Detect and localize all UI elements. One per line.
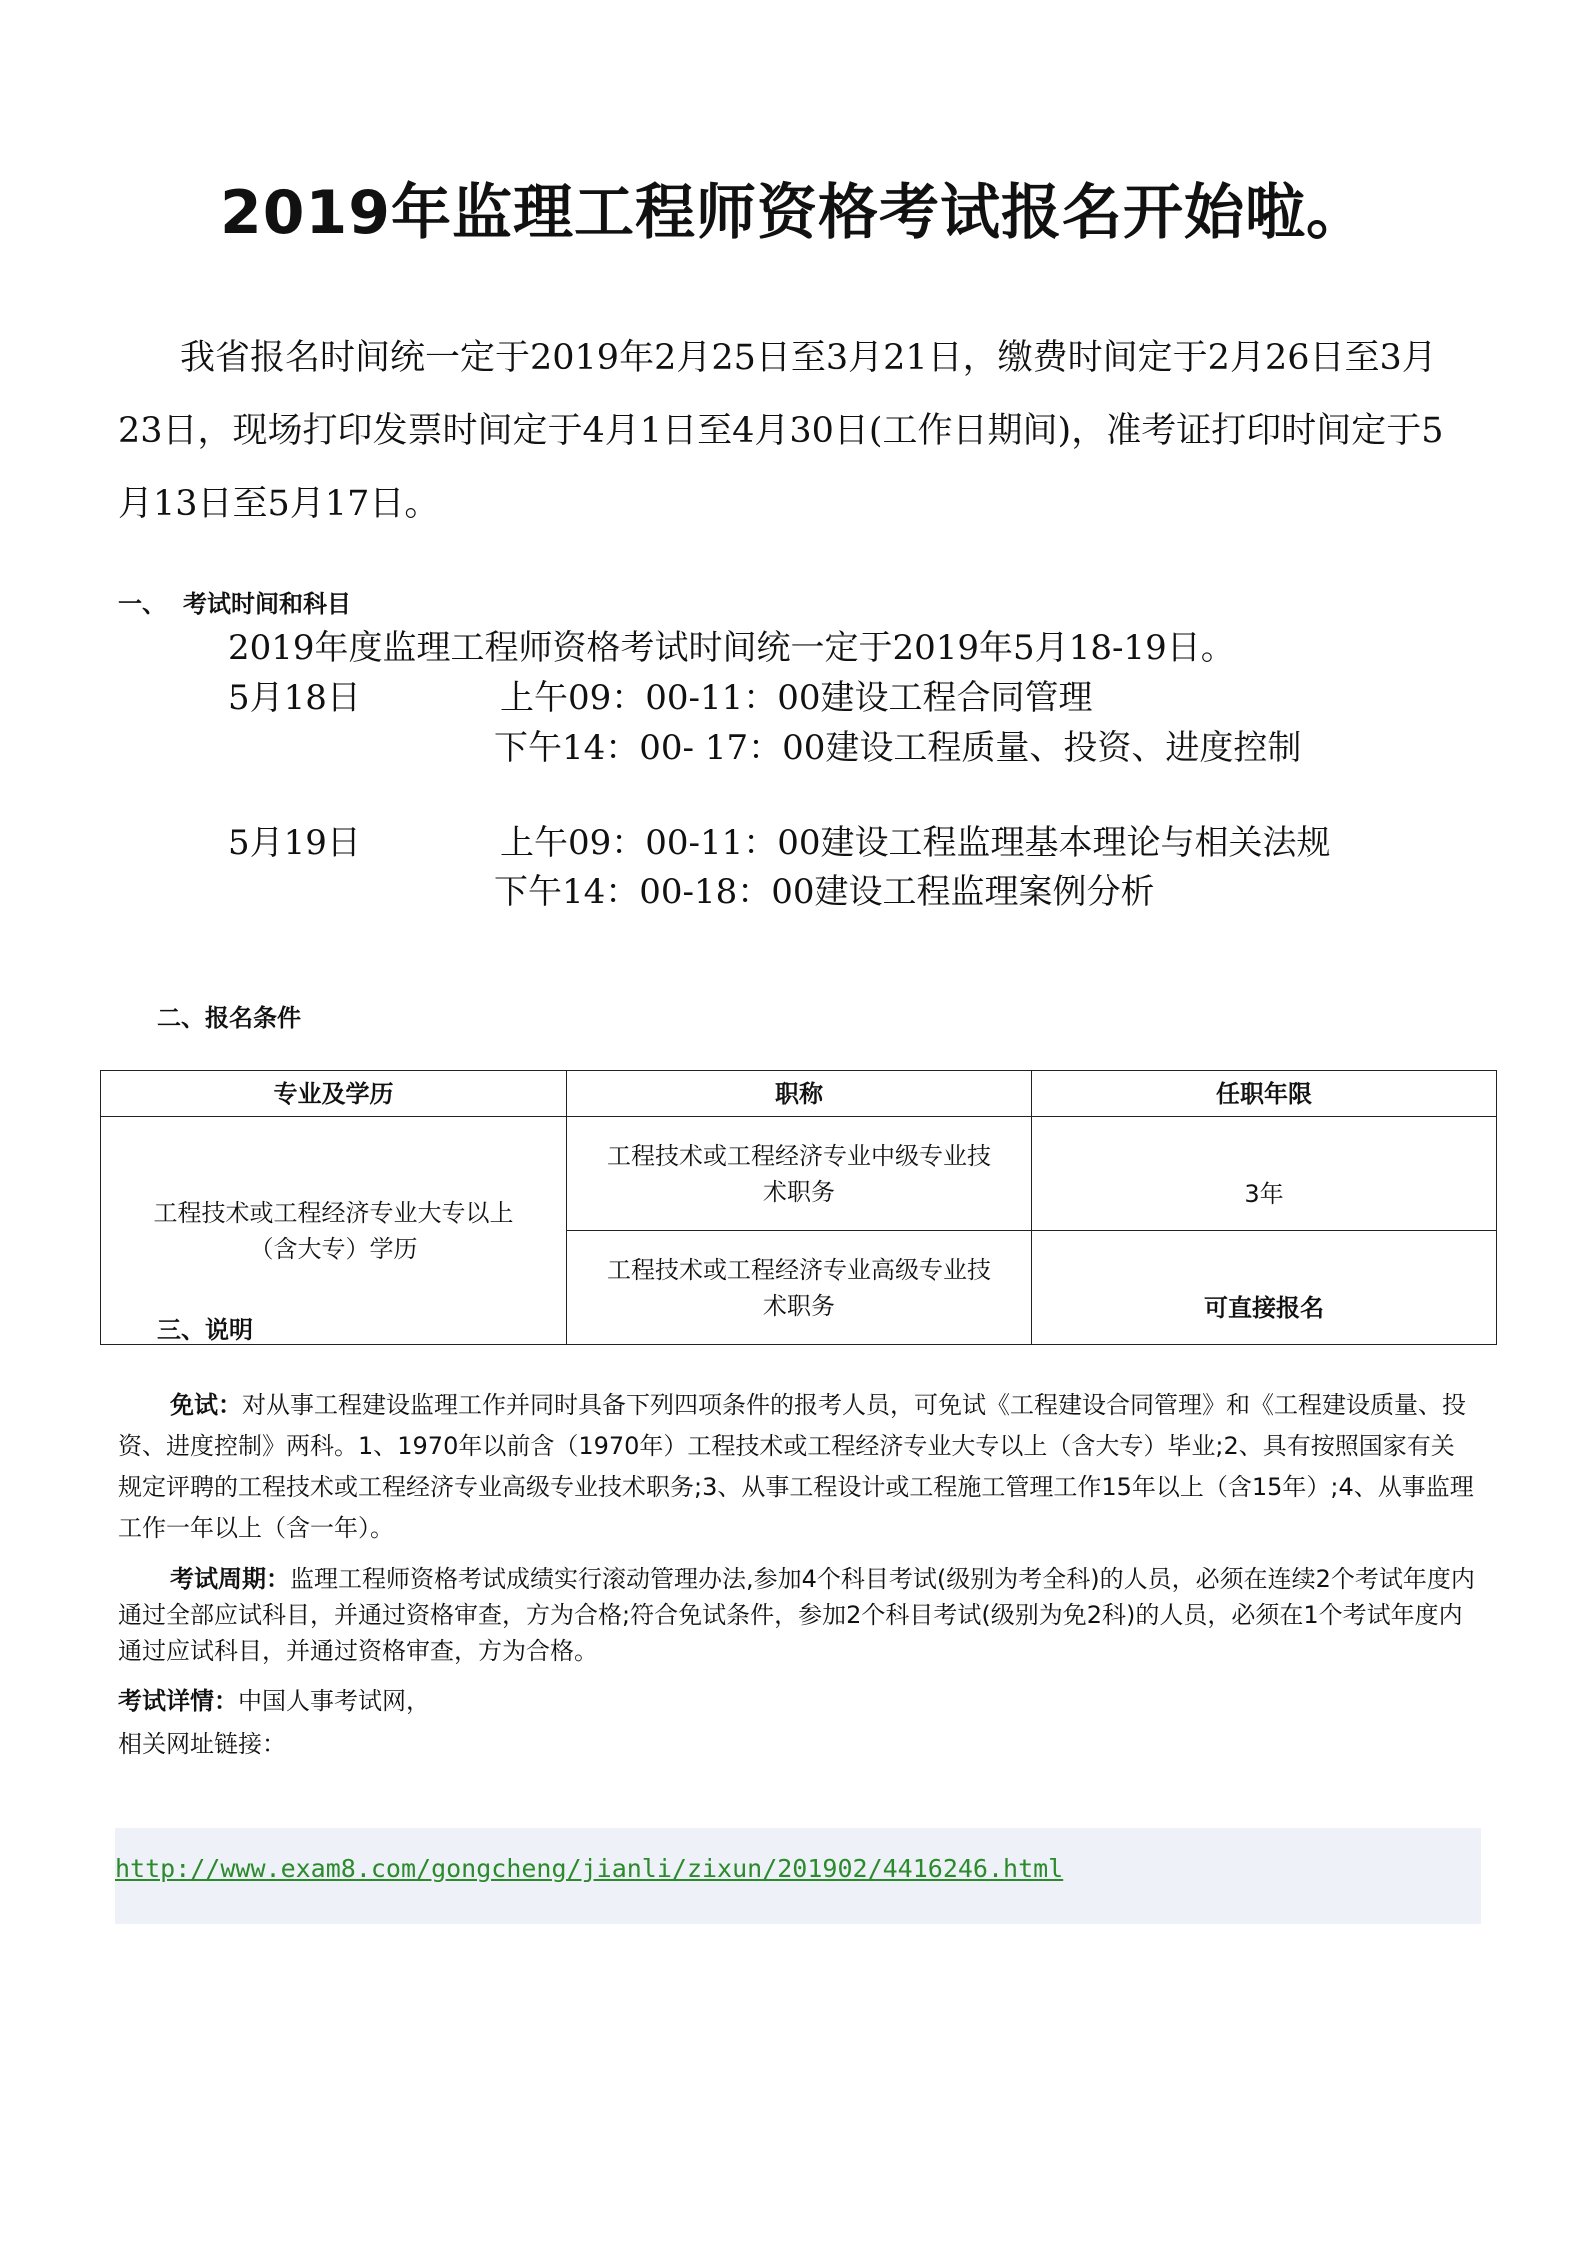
details-paragraph	[118, 1681, 1478, 1722]
exemption-text: 对从事工程建设监理工作并同时具备下列四项条件的报考人员，可免试《工程建设合同管理》和《工程建设质量、投资、进度控制》两科。1、1970年以前含（1970年）工程技术或工程经济专业大专以上（含大专）毕业;2、具有按照国家有关规定评聘的工程技术或工程经济专业高级专业技术职务;3、从事工程设计或工程施工管理工作15年以上（含15年）;4、从事监理工作一年以上（含一年）。	[118, 1391, 1474, 1542]
exam-summary: 2019年度监理工程师资格考试时间统一定于2019年5月18-19日。	[228, 628, 1235, 668]
cycle-paragraph	[118, 1561, 1478, 1669]
exam-url-link[interactable]: http://www.exam8.com/gongcheng/jianli/zixun/201902/4416246.html	[115, 1854, 1064, 1883]
exam-session-1-pm: 下午14：00- 17：00建设工程质量、投资、进度控制	[494, 728, 1302, 768]
section3-heading: 三、说明	[157, 1316, 253, 1344]
table-header-row	[101, 1071, 1497, 1117]
exemption-paragraph	[118, 1385, 1478, 1549]
table-header-years: 任职年限	[1032, 1071, 1497, 1117]
cycle-label: 考试周期：	[170, 1565, 290, 1593]
section1-heading: 考试时间和科目	[183, 590, 351, 618]
table-cell-years: 3年	[1032, 1117, 1497, 1231]
table-cell-title: 工程技术或工程经济专业中级专业技术职务	[567, 1117, 1032, 1231]
details-text: 中国人事考试网，	[238, 1687, 430, 1715]
cycle-text: 监理工程师资格考试成绩实行滚动管理办法,参加4个科目考试(级别为考全科)的人员，必须在连续2个考试年度内通过全部应试科目，并通过资格审查，方为合格;符合免试条件，参加2个科目考试(级别为免2科)的人员，必须在1个考试年度内通过应试科目，并通过资格审查，方为合格。	[118, 1565, 1475, 1665]
table-cell-years: 可直接报名	[1032, 1231, 1497, 1345]
details-label: 考试详情：	[118, 1687, 238, 1715]
table-header-education: 专业及学历	[101, 1071, 567, 1117]
intro-text: 我省报名时间统一定于2019年2月25日至3月21日，缴费时间定于2月26日至3月23日，现场打印发票时间定于4月1日至4月30日(工作日期间)，准考证打印时间定于5月13日至5月17日。	[118, 338, 1444, 524]
exam-session-1-am: 上午09：00-11：00建设工程合同管理	[500, 678, 1093, 718]
page-title: 2019年监理工程师资格考试报名开始啦。	[220, 178, 1367, 248]
table-header-title: 职称	[567, 1071, 1032, 1117]
section1-number: 一、	[118, 590, 166, 618]
links-label: 相关网址链接：	[118, 1730, 286, 1758]
table-cell-education: 工程技术或工程经济专业大专以上（含大专）学历	[101, 1117, 567, 1345]
exam-session-2-am: 上午09：00-11：00建设工程监理基本理论与相关法规	[500, 823, 1331, 863]
eligibility-table	[100, 1070, 1497, 1345]
section2-heading: 二、报名条件	[157, 1004, 301, 1032]
notes-block	[118, 1385, 1478, 1765]
intro-paragraph	[118, 322, 1478, 541]
exam-date-2: 5月19日	[228, 823, 361, 863]
table-row	[101, 1117, 1497, 1231]
exemption-label: 免试：	[170, 1391, 242, 1419]
exam-date-1: 5月18日	[228, 678, 361, 718]
exam-session-2-pm: 下午14：00-18：00建设工程监理案例分析	[494, 872, 1155, 912]
table-cell-title: 工程技术或工程经济专业高级专业技术职务	[567, 1231, 1032, 1345]
